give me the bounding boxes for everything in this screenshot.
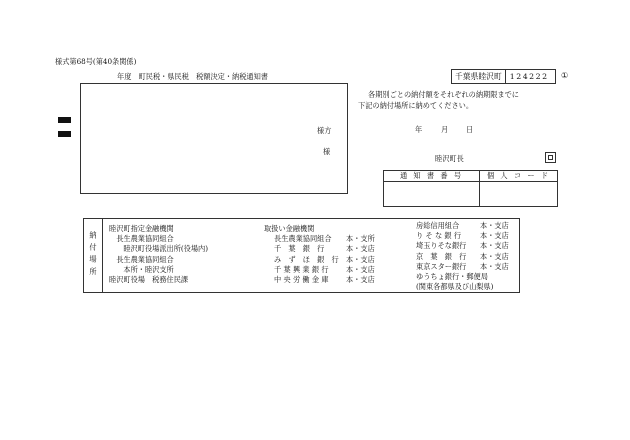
designated-institutions xyxy=(109,224,208,285)
official-seal-icon xyxy=(545,152,556,163)
date-year: 年 xyxy=(415,125,423,134)
payment-places-label: 納付場所 xyxy=(84,219,103,292)
other-line: ゆうちょ銀行・郵便局 xyxy=(416,271,488,281)
designated-line: 睦沢町指定金融機関 xyxy=(109,224,174,233)
other-branch: 本・支店 xyxy=(480,221,509,230)
notice-number-table xyxy=(383,170,558,207)
other-line: 房総信用組合 xyxy=(416,221,460,230)
handling-branch: 本・支店 xyxy=(346,264,375,274)
other-branch: 本・支店 xyxy=(480,261,509,271)
other-branch xyxy=(480,272,509,282)
instruction-line-2: 下記の納付場所に納めてください。 xyxy=(358,101,474,110)
municipality-code-box xyxy=(451,69,556,84)
other-branch: 本・支店 xyxy=(480,241,509,251)
alignment-mark-bottom xyxy=(58,131,71,137)
payment-places-box xyxy=(83,218,520,293)
address-sama-kata: 様方 xyxy=(317,126,332,135)
handling-line: 中 央 労 働 金 庫 xyxy=(274,274,329,284)
designated-line: 長生農業協同組合 xyxy=(109,234,174,244)
municipality-code: 124222 xyxy=(509,72,549,81)
date-month: 月 xyxy=(441,125,449,134)
mayor-title: 睦沢町長 xyxy=(435,154,464,163)
designated-line: 長生農業協同組合 xyxy=(109,254,174,264)
other-branch xyxy=(480,282,509,292)
prefecture-town: 千葉県睦沢町 xyxy=(452,70,506,83)
alignment-mark-top xyxy=(58,117,71,123)
designated-line: 本所・睦沢支所 xyxy=(109,264,174,274)
date-day: 日 xyxy=(466,125,474,134)
circle-mark: ① xyxy=(561,71,568,80)
other-branch: 本・支店 xyxy=(480,251,509,261)
other-line: (関東各都県及び山梨県) xyxy=(416,282,494,292)
address-sama: 様 xyxy=(323,147,331,156)
handling-institutions xyxy=(264,224,339,285)
notice-number-header: 通 知 書 番 号 xyxy=(384,171,480,182)
other-branch: 本・支店 xyxy=(480,231,509,241)
other-line: 埼玉りそな銀行 xyxy=(416,241,467,251)
other-line: 東京スター銀行 xyxy=(416,261,467,271)
form-number: 様式第68号(第40条関係) xyxy=(55,57,137,66)
handling-line: み ず ほ 銀 行 xyxy=(274,254,339,264)
notice-number-cell xyxy=(384,182,480,207)
other-line: 京 葉 銀 行 xyxy=(416,251,467,261)
handling-line: 長生農業協同組合 xyxy=(274,234,332,244)
handling-line: 取扱い金融機関 xyxy=(264,224,315,233)
handling-branch: 本・支店 xyxy=(346,244,375,254)
handling-branches xyxy=(346,224,375,285)
handling-line: 千 葉 興 業 銀 行 xyxy=(274,264,329,274)
form-title: 年度 町民税・県民税 税額決定・納税通知書 xyxy=(117,72,268,81)
designated-line: 睦沢町役場 税務住民課 xyxy=(109,274,189,284)
designated-line: 睦沢町役場派出所(役場内) xyxy=(109,244,209,254)
handling-branch: 本・支所 xyxy=(346,234,375,244)
handling-line: 千 葉 銀 行 xyxy=(274,244,325,254)
address-box xyxy=(80,83,348,194)
personal-code-header: 個 人 コ ー ド xyxy=(480,171,558,182)
other-line: り そ な 銀 行 xyxy=(416,231,462,241)
handling-branch: 本・支店 xyxy=(346,254,375,264)
other-branches xyxy=(480,221,509,292)
handling-branch xyxy=(346,224,375,234)
personal-code-cell xyxy=(480,182,558,207)
handling-branch: 本・支店 xyxy=(346,274,375,284)
instruction-line-1: 各期別ごとの納付額をそれぞれの納期限までに xyxy=(368,90,519,99)
